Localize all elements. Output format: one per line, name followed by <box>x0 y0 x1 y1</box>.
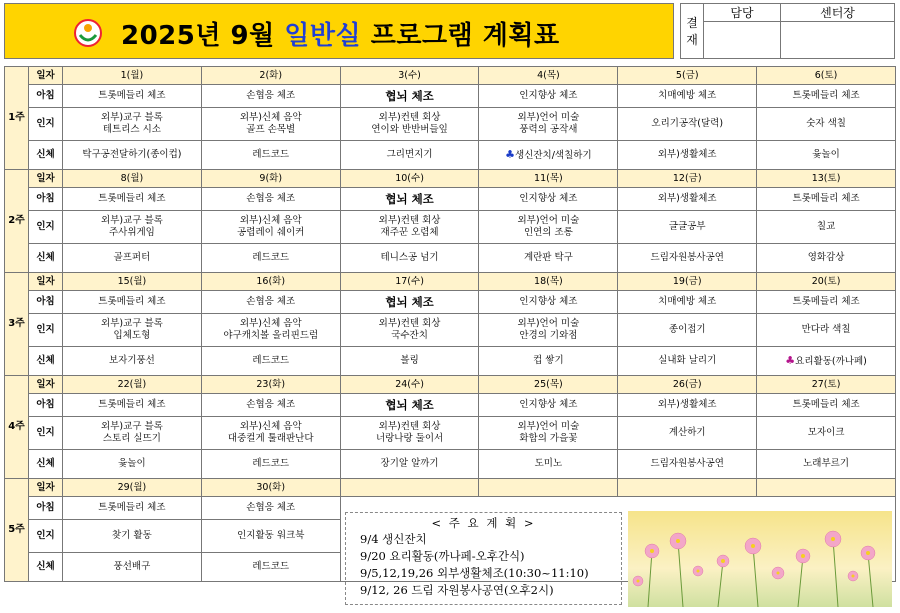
physical-label: 레드코드 <box>252 355 290 367</box>
cognitive-line: 외부)교구 블록 <box>101 112 163 124</box>
day-header: 10(수) <box>340 170 479 188</box>
morning-activity: 트롯메들리 체조 <box>63 85 202 108</box>
row-label-day: 일자 <box>29 67 63 85</box>
day-header <box>340 479 479 497</box>
physical-label: 컵 쌓기 <box>533 355 564 367</box>
day-header: 26(금) <box>618 376 757 394</box>
day-header <box>618 479 757 497</box>
cognitive-activity <box>201 314 340 347</box>
cognitive-line: 외부)언어 미술 <box>517 318 580 330</box>
cognitive-activity <box>757 108 896 141</box>
physical-activity <box>340 244 479 273</box>
morning-activity: 트롯메들리 체조 <box>757 291 896 314</box>
cognitive-activity <box>63 520 202 553</box>
morning-activity: 협뇌 체조 <box>340 188 479 211</box>
day-header: 13(토) <box>757 170 896 188</box>
approval-box <box>680 3 895 59</box>
cognitive-line: 찾기 활동 <box>112 530 152 542</box>
cognitive-line: 외부)신체 음악 <box>239 215 302 227</box>
physical-label: 레드코드 <box>252 149 290 161</box>
day-header: 19(금) <box>618 273 757 291</box>
day-header: 16(화) <box>201 273 340 291</box>
morning-activity: 트롯메들리 체조 <box>63 188 202 211</box>
cognitive-line: 글글공부 <box>668 221 706 233</box>
cognitive-activity <box>618 108 757 141</box>
physical-label: 계란판 탁구 <box>523 252 573 264</box>
physical-activity <box>479 347 618 376</box>
cognitive-line: 공렵레이 쉐이커 <box>237 227 305 238</box>
day-header: 9(화) <box>201 170 340 188</box>
physical-label: 영화감상 <box>807 252 845 264</box>
cognitive-activity <box>340 108 479 141</box>
club-icon: ♣ <box>785 354 796 368</box>
day-header: 5(금) <box>618 67 757 85</box>
row-label-morning: 아침 <box>29 188 63 211</box>
physical-label: 레드코드 <box>252 458 290 470</box>
day-header: 18(목) <box>479 273 618 291</box>
cognitive-line: 숫자 색칠 <box>806 118 846 130</box>
logo-icon <box>73 18 103 48</box>
morning-activity: 협뇌 체조 <box>340 394 479 417</box>
week-label: 3주 <box>5 273 29 376</box>
physical-label: 실내화 날리기 <box>658 355 717 367</box>
physical-activity <box>757 244 896 273</box>
morning-activity: 인지향상 체조 <box>479 188 618 211</box>
cognitive-activity <box>63 211 202 244</box>
day-header: 11(목) <box>479 170 618 188</box>
cognitive-line: 대중컬게 툴래판난다 <box>227 433 314 444</box>
row-label-morning: 아침 <box>29 85 63 108</box>
physical-activity <box>340 450 479 479</box>
cognitive-line: 외부)신체 음악 <box>239 112 302 124</box>
cognitive-line: 풍력의 공작새 <box>519 124 578 135</box>
physical-label: 외부)생활체조 <box>657 149 717 161</box>
cognitive-line: 외부)컨텐 회상 <box>378 215 441 227</box>
club-icon: ♣ <box>505 148 516 162</box>
morning-activity: 트롯메들리 체조 <box>757 394 896 417</box>
morning-activity: 치매예방 체조 <box>618 85 757 108</box>
week-label: 1주 <box>5 67 29 170</box>
day-header: 30(화) <box>201 479 340 497</box>
main-plan-title: < 주 요 계 획 > <box>431 516 536 530</box>
row-label-physical: 신체 <box>29 450 63 479</box>
morning-activity: 손협응 체조 <box>201 85 340 108</box>
morning-activity: 치매예방 체조 <box>618 291 757 314</box>
cognitive-line: 외부)컨텐 회상 <box>378 318 441 330</box>
row-label-cognitive: 인지 <box>29 520 63 553</box>
row-label-day: 일자 <box>29 479 63 497</box>
physical-activity <box>201 553 340 582</box>
week-label: 4주 <box>5 376 29 479</box>
physical-activity <box>201 347 340 376</box>
cognitive-activity <box>618 211 757 244</box>
morning-activity: 손협응 체조 <box>201 188 340 211</box>
day-header: 17(수) <box>340 273 479 291</box>
day-header <box>479 479 618 497</box>
physical-activity <box>63 244 202 273</box>
title-banner <box>4 3 674 59</box>
approval-sign-staff[interactable] <box>704 22 781 59</box>
cognitive-line: 외부)신체 음악 <box>239 318 302 330</box>
row-label-morning: 아침 <box>29 497 63 520</box>
physical-label: 풍선배구 <box>113 561 151 573</box>
cognitive-line: 야구캐치볼 올리핀드럼 <box>223 330 319 341</box>
cognitive-line: 모자이크 <box>807 427 845 439</box>
cognitive-line: 외부)신체 음악 <box>239 421 302 433</box>
physical-label: 노래부르기 <box>803 458 850 470</box>
main-plan-item: 9/20 요리활동(까나페-오후간식) <box>360 549 525 563</box>
row-label-day: 일자 <box>29 376 63 394</box>
day-header: 2(화) <box>201 67 340 85</box>
cognitive-activity <box>201 108 340 141</box>
cognitive-line: 외부)교구 블록 <box>101 215 163 227</box>
physical-label: 탁구공전달하기(종이컵) <box>82 149 182 161</box>
physical-label: 보자기풍선 <box>108 355 155 367</box>
main-plan-box <box>345 512 622 605</box>
day-header: 23(화) <box>201 376 340 394</box>
cognitive-activity <box>757 417 896 450</box>
approval-label: 결 재 <box>681 4 704 59</box>
physical-activity <box>618 450 757 479</box>
physical-activity <box>63 347 202 376</box>
morning-activity: 손협응 체조 <box>201 497 340 520</box>
cognitive-activity <box>479 108 618 141</box>
cognitive-line: 외부)컨텐 회상 <box>378 421 441 433</box>
cognitive-line: 인연의 조롱 <box>523 227 573 238</box>
cosmos-flower-image <box>628 511 892 607</box>
physical-label: 그리면지기 <box>386 149 433 161</box>
physical-activity <box>201 450 340 479</box>
physical-label: 윷놀이 <box>812 149 840 161</box>
morning-activity: 트롯메들리 체조 <box>63 497 202 520</box>
cognitive-line: 외부)언어 미술 <box>517 112 580 124</box>
cognitive-line: 계산하기 <box>668 427 706 439</box>
morning-activity: 트롯메들리 체조 <box>757 188 896 211</box>
physical-activity <box>340 141 479 170</box>
morning-activity: 외부)생활체조 <box>618 188 757 211</box>
physical-label: 볼링 <box>400 355 419 367</box>
physical-activity <box>63 450 202 479</box>
day-header <box>757 479 896 497</box>
cognitive-activity <box>340 314 479 347</box>
row-label-morning: 아침 <box>29 291 63 314</box>
row-label-cognitive: 인지 <box>29 211 63 244</box>
cognitive-activity <box>63 108 202 141</box>
physical-activity <box>757 347 896 376</box>
physical-activity <box>757 141 896 170</box>
row-label-cognitive: 인지 <box>29 417 63 450</box>
row-label-physical: 신체 <box>29 553 63 582</box>
physical-activity <box>63 141 202 170</box>
physical-label: 드림자원봉사공연 <box>650 458 724 470</box>
cognitive-line: 입체도형 <box>113 330 151 341</box>
physical-activity <box>479 450 618 479</box>
physical-label: 도미노 <box>534 458 563 470</box>
cognitive-activity <box>63 314 202 347</box>
approval-sign-director[interactable] <box>781 22 895 59</box>
day-header: 20(토) <box>757 273 896 291</box>
morning-activity: 인지향상 체조 <box>479 291 618 314</box>
cognitive-activity <box>201 417 340 450</box>
morning-activity: 인지향상 체조 <box>479 394 618 417</box>
cognitive-line: 외부)교구 블록 <box>101 421 163 433</box>
cognitive-line: 테트리스 시소 <box>102 124 161 135</box>
cognitive-line: 인지활동 워크북 <box>237 530 305 542</box>
row-label-physical: 신체 <box>29 244 63 273</box>
day-header: 6(토) <box>757 67 896 85</box>
cognitive-line: 외부)컨텐 회상 <box>378 112 441 124</box>
week-label: 5주 <box>5 479 29 582</box>
cognitive-activity <box>201 211 340 244</box>
cognitive-line: 골프 손목별 <box>246 124 296 135</box>
program-schedule-table <box>4 66 896 582</box>
physical-activity <box>757 450 896 479</box>
cognitive-line: 너랑나랑 둘이서 <box>375 433 444 444</box>
physical-activity <box>618 141 757 170</box>
cognitive-activity <box>63 417 202 450</box>
row-label-cognitive: 인지 <box>29 108 63 141</box>
approval-col-staff: 담당 <box>704 4 781 22</box>
physical-activity <box>340 347 479 376</box>
physical-label: 드림자원봉사공연 <box>650 252 724 264</box>
row-label-cognitive: 인지 <box>29 314 63 347</box>
cognitive-activity <box>479 417 618 450</box>
main-plan-item: 9/5,12,19,26 외부생활체조(10:30~11:10) <box>360 566 589 580</box>
physical-label: 요리활동(까나페) <box>795 356 867 368</box>
cognitive-activity <box>479 211 618 244</box>
main-plan-item: 9/4 생신잔치 <box>360 532 427 546</box>
row-label-physical: 신체 <box>29 141 63 170</box>
cognitive-activity <box>618 314 757 347</box>
day-header: 24(수) <box>340 376 479 394</box>
morning-activity: 트롯메들리 체조 <box>757 85 896 108</box>
cognitive-activity <box>757 211 896 244</box>
cognitive-activity <box>340 211 479 244</box>
approval-col-director: 센터장 <box>781 4 895 22</box>
morning-activity: 트롯메들리 체조 <box>63 394 202 417</box>
cognitive-activity <box>340 417 479 450</box>
row-label-physical: 신체 <box>29 347 63 376</box>
cognitive-line: 주사위게임 <box>108 227 155 238</box>
row-label-day: 일자 <box>29 273 63 291</box>
morning-activity: 협뇌 체조 <box>340 85 479 108</box>
physical-label: 윷놀이 <box>118 458 146 470</box>
physical-activity <box>479 141 618 170</box>
physical-activity <box>201 244 340 273</box>
physical-label: 레드코드 <box>252 561 290 573</box>
day-header: 25(목) <box>479 376 618 394</box>
morning-activity: 외부)생활체조 <box>618 394 757 417</box>
week-label: 2주 <box>5 170 29 273</box>
cognitive-line: 오리기공작(달력) <box>651 118 724 130</box>
cognitive-line: 국수잔치 <box>391 330 428 341</box>
day-header: 15(월) <box>63 273 202 291</box>
cognitive-line: 외부)교구 블록 <box>101 318 163 330</box>
physical-label: 테니스공 넘기 <box>380 252 439 264</box>
morning-activity: 인지향상 체조 <box>479 85 618 108</box>
physical-label: 골프퍼터 <box>113 252 151 264</box>
day-header: 8(월) <box>63 170 202 188</box>
physical-activity <box>479 244 618 273</box>
morning-activity: 손협응 체조 <box>201 394 340 417</box>
physical-activity <box>618 347 757 376</box>
cognitive-activity <box>757 314 896 347</box>
cognitive-line: 만다라 색칠 <box>801 324 851 336</box>
physical-activity <box>201 141 340 170</box>
physical-activity <box>618 244 757 273</box>
cognitive-activity <box>479 314 618 347</box>
cognitive-line: 재주꾼 오렴체 <box>380 227 439 238</box>
physical-activity <box>63 553 202 582</box>
cognitive-line: 화합의 가을꽃 <box>519 433 578 444</box>
morning-activity: 협뇌 체조 <box>340 291 479 314</box>
morning-activity: 트롯메들리 체조 <box>63 291 202 314</box>
day-header: 22(월) <box>63 376 202 394</box>
day-header: 29(월) <box>63 479 202 497</box>
cognitive-line: 외부)언어 미술 <box>517 421 580 433</box>
page-title: 2025년 9월 일반실 프로그램 계획표 <box>121 21 560 51</box>
cognitive-line: 종이접기 <box>668 324 706 336</box>
row-label-day: 일자 <box>29 170 63 188</box>
cognitive-activity <box>201 520 340 553</box>
morning-activity: 손협응 체조 <box>201 291 340 314</box>
main-plan-item: 9/12, 26 드림 자원봉사공연(오후2시) <box>360 583 554 597</box>
day-header: 1(월) <box>63 67 202 85</box>
cognitive-line: 외부)언어 미술 <box>517 215 580 227</box>
physical-label: 생신잔치/색칠하기 <box>515 150 592 162</box>
day-header: 27(토) <box>757 376 896 394</box>
row-label-morning: 아침 <box>29 394 63 417</box>
day-header: 3(수) <box>340 67 479 85</box>
cognitive-line: 연이와 반반버들잎 <box>371 124 448 135</box>
day-header: 12(금) <box>618 170 757 188</box>
cognitive-line: 안경의 기와점 <box>519 330 578 341</box>
cognitive-activity <box>618 417 757 450</box>
physical-label: 장기알 알까기 <box>380 458 439 470</box>
physical-label: 레드코드 <box>252 252 290 264</box>
day-header: 4(목) <box>479 67 618 85</box>
cognitive-line: 칠교 <box>816 221 836 233</box>
cognitive-line: 스토리 실뜨기 <box>102 433 161 444</box>
